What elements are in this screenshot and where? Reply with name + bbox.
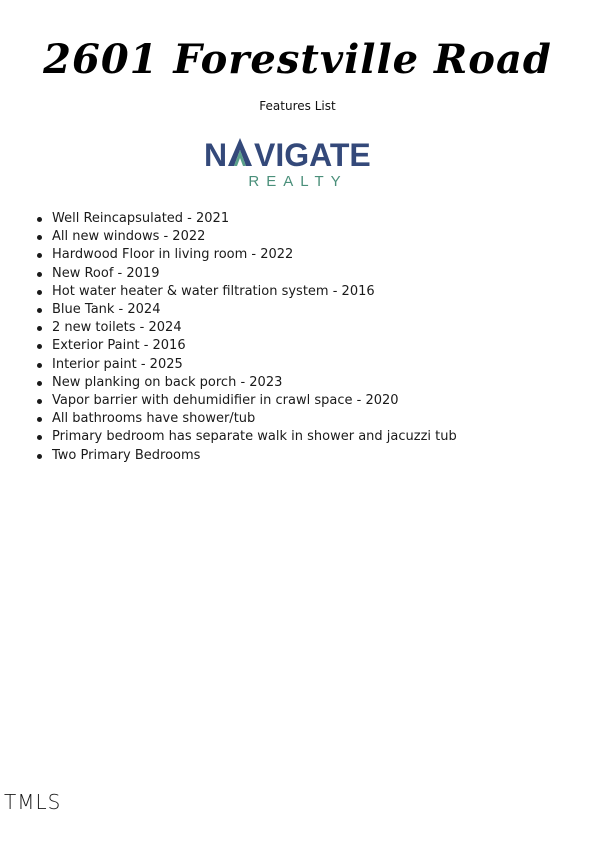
- feature-item: [34, 246, 457, 264]
- feature-item: [34, 392, 457, 410]
- feature-item: [34, 283, 457, 301]
- page-subtitle: Features List: [259, 99, 336, 113]
- bullet-icon: [37, 363, 42, 368]
- feature-item: [34, 428, 457, 446]
- footer-tmls-mark: TMLS: [4, 790, 62, 814]
- feature-item-text: Exterior Paint - 2016: [52, 338, 186, 354]
- bullet-icon: [37, 435, 42, 440]
- feature-item-text: Two Primary Bedrooms: [52, 447, 201, 463]
- bullet-icon: [37, 253, 42, 258]
- feature-item-text: New Roof - 2019: [52, 265, 160, 281]
- feature-item-text: Interior paint - 2025: [52, 356, 183, 372]
- bullet-icon: [37, 308, 42, 313]
- feature-item: [34, 265, 457, 283]
- logo-brand-secondary: REALTY: [248, 173, 348, 190]
- feature-item-text: Blue Tank - 2024: [52, 302, 161, 318]
- feature-item: [34, 356, 457, 374]
- logo-brand-primary-rest: VIGATE: [254, 137, 371, 173]
- bullet-icon: [37, 326, 42, 331]
- navigate-realty-logo: [198, 132, 398, 192]
- feature-item-text: All new windows - 2022: [52, 229, 206, 245]
- feature-item-text: Primary bedroom has separate walk in shower and jacuzzi tub: [52, 429, 457, 445]
- bullet-icon: [37, 417, 42, 422]
- bullet-icon: [37, 344, 42, 349]
- bullet-icon: [37, 235, 42, 240]
- feature-item: [34, 319, 457, 337]
- bullet-icon: [37, 454, 42, 459]
- logo-brand-primary-letter-n: N: [204, 137, 228, 173]
- logo-peak-icon: [228, 138, 252, 166]
- bullet-icon: [37, 381, 42, 386]
- feature-item-text: All bathrooms have shower/tub: [52, 411, 256, 427]
- page-title: 2601 Forestville Road: [43, 36, 552, 83]
- features-list: [34, 210, 457, 465]
- feature-item-text: New planking on back porch - 2023: [52, 374, 283, 390]
- feature-item-text: 2 new toilets - 2024: [52, 320, 182, 336]
- feature-item-text: Hot water heater & water filtration system - 2016: [52, 283, 375, 299]
- feature-item: [34, 410, 457, 428]
- bullet-icon: [37, 272, 42, 277]
- feature-item: [34, 301, 457, 319]
- feature-item: [34, 337, 457, 355]
- feature-item: [34, 447, 457, 465]
- bullet-icon: [37, 399, 42, 404]
- feature-item: [34, 374, 457, 392]
- bullet-icon: [37, 290, 42, 295]
- feature-item-text: Vapor barrier with dehumidifier in crawl space - 2020: [52, 393, 399, 409]
- feature-item: [34, 228, 457, 246]
- feature-item-text: Well Reincapsulated - 2021: [52, 211, 230, 226]
- feature-item-text: Hardwood Floor in living room - 2022: [52, 247, 294, 263]
- bullet-icon: [37, 217, 42, 222]
- feature-item: [34, 210, 457, 228]
